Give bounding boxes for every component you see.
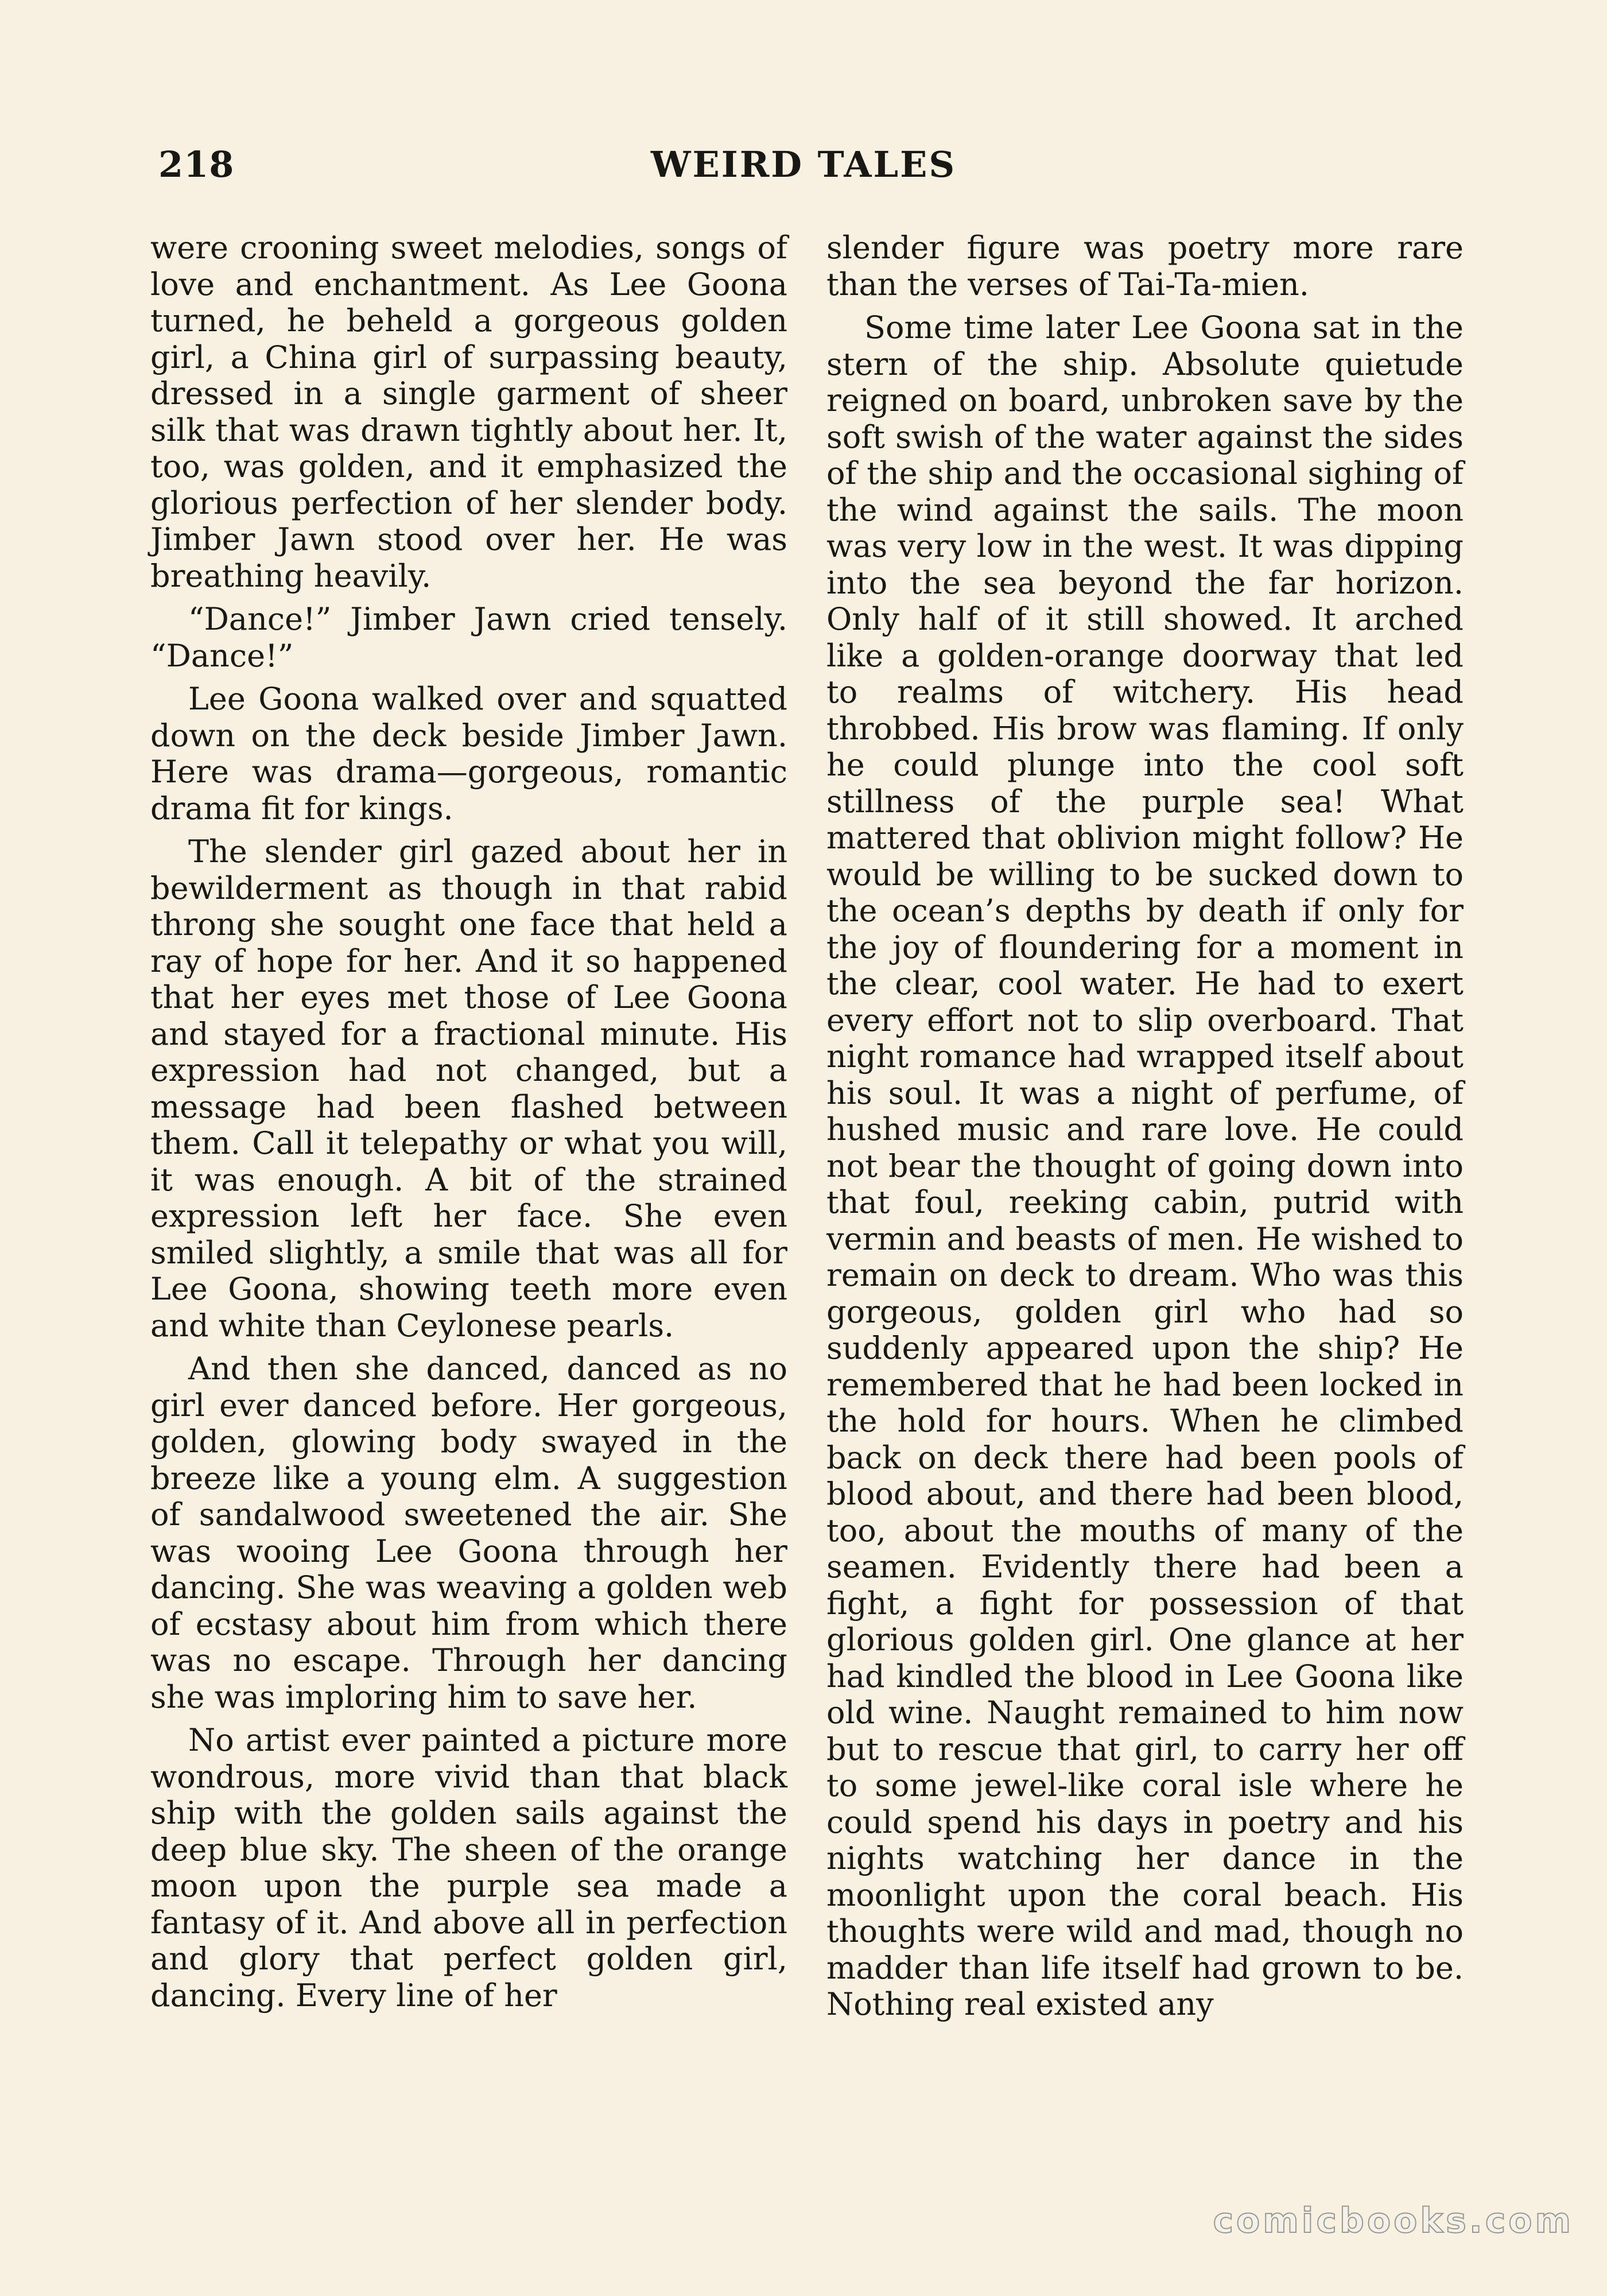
paragraph: were crooning sweet melodies, songs of love and enchantment. As Lee Goona turned, he beheld a gorgeous golden girl, a China girl of surpassing beauty, dressed in a single garment of sheer silk that was drawn tightly about her. It, too, was golden, and it emphasized the glorious perfection of her slender body. Jimber Jawn stood over her. He was breathing heavily.: [150, 230, 787, 594]
paragraph: Lee Goona walked over and squatted down on the deck beside Jimber Jawn. Here was drama—gorgeous, romantic drama fit for kings.: [150, 681, 787, 827]
watermark: comicbooks.com: [1213, 2201, 1574, 2241]
paragraph: No artist ever painted a picture more wondrous, more vivid than that black ship with the golden sails against the deep blue sky. The sheen of the orange moon upon the purple sea made a fantasy of it. And above all in perfection and glory that perfect golden girl, dancing. Every line of her: [150, 1722, 787, 2014]
left-column: [150, 230, 787, 2020]
paragraph: “Dance!” Jimber Jawn cried tensely. “Dance!”: [150, 601, 787, 674]
paragraph: Some time later Lee Goona sat in the stern of the ship. Absolute quietude reigned on board, unbroken save by the soft swish of the water against the sides of the ship and the occasional sighing of the wind against the sails. The moon was very low in the west. It was dipping into the sea beyond the far horizon. Only half of it still showed. It arched like a golden-orange doorway that led to realms of witchery. His head throbbed. His brow was flaming. If only he could plunge into the cool soft stillness of the purple sea! What mattered that oblivion might follow? He would be willing to be sucked down to the ocean’s depths by death if only for the joy of floundering for a moment in the clear, cool water. He had to exert every effort not to slip overboard. That night romance had wrapped itself about his soul. It was a night of perfume, of hushed music and rare love. He could not bear the thought of going down into that foul, reeking cabin, putrid with vermin and beasts of men. He wished to remain on deck to dream. Who was this gorgeous, golden girl who had so suddenly appeared upon the ship? He remembered that he had been locked in the hold for hours. When he climbed back on deck there had been pools of blood about, and there had been blood, too, about the mouths of many of the seamen. Evidently there had been a fight, a fight for possession of that glorious golden girl. One glance at her had kindled the blood in Lee Goona like old wine. Naught remained to him now but to rescue that girl, to carry her off to some jewel-like coral isle where he could spend his days in poetry and his nights watching her dance in the moonlight upon the coral beach. His thoughts were wild and mad, though no madder than life itself had grown to be. Nothing real existed any: [826, 309, 1464, 2022]
page-number: 218: [158, 144, 235, 185]
paragraph: The slender girl gazed about her in bewilderment as though in that rabid throng she sought one face that held a ray of hope for her. And it so happened that her eyes met those of Lee Goona and stayed for a fractional minute. His expression had not changed, but a message had been flashed between them. Call it telepathy or what you will, it was enough. A bit of the strained expression left her face. She even smiled slightly, a smile that was all for Lee Goona, showing teeth more even and white than Ceylonese pearls.: [150, 833, 787, 1344]
paragraph: slender figure was poetry more rare than the verses of Tai-Ta-mien.: [826, 230, 1464, 302]
running-title: WEIRD TALES: [650, 144, 957, 185]
paragraph: And then she danced, danced as no girl ever danced before. Her gorgeous, golden, glowing body swayed in the breeze like a young elm. A suggestion of sandalwood sweetened the air. She was wooing Lee Goona through her dancing. She was weaving a golden web of ecstasy about him from which there was no escape. Through her dancing she was imploring him to save her.: [150, 1351, 787, 1715]
right-column: [826, 230, 1464, 2030]
